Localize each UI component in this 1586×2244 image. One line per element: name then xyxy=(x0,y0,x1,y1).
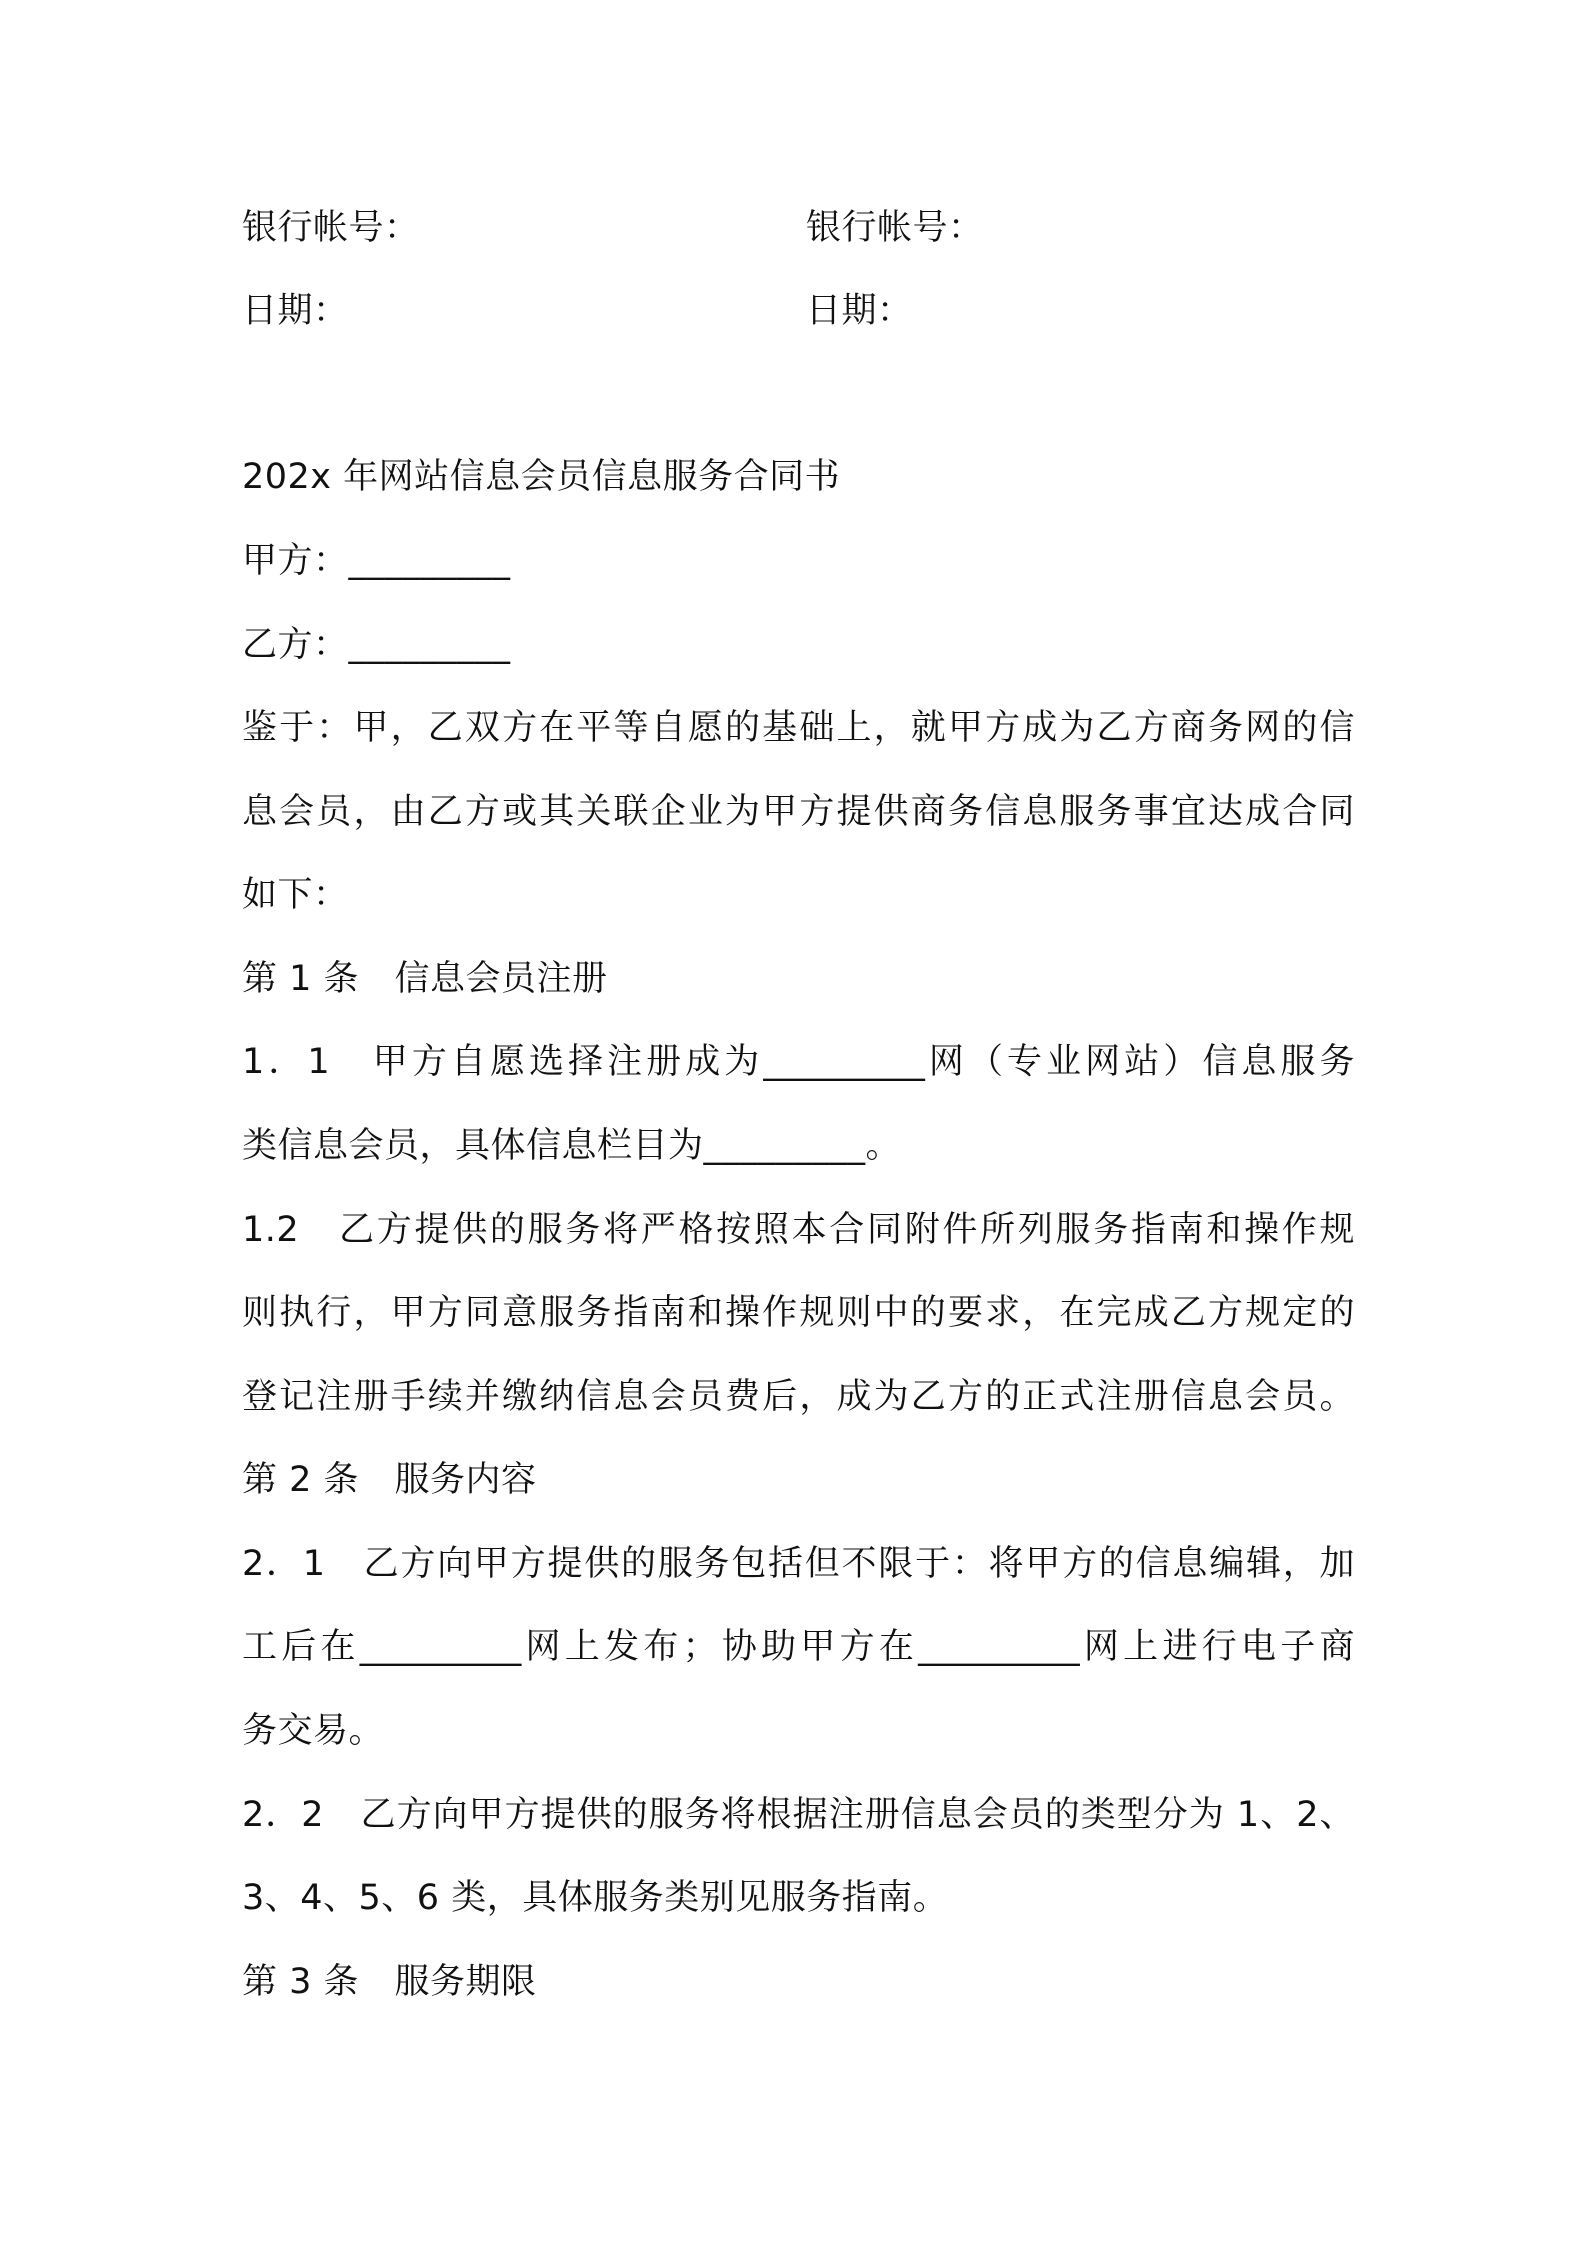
preamble-line-3: 如下： xyxy=(242,875,349,915)
bank-account-left-label: 银行帐号： xyxy=(242,208,420,248)
preamble-line-1: 鉴于：甲，乙双方在平等自愿的基础上，就甲方成为乙方商务网的信 xyxy=(242,708,1355,748)
article-2-heading: 第 2 条 服务内容 xyxy=(242,1460,537,1500)
party-b-line: 乙方：_________ xyxy=(242,625,511,665)
date-right-label: 日期： xyxy=(806,291,913,331)
clause-2-1-line-2: 工后在_________网上发布；协助甲方在_________网上进行电子商 xyxy=(242,1627,1355,1667)
clause-1-2-line-1: 1.2 乙方提供的服务将严格按照本合同附件所列服务指南和操作规 xyxy=(242,1210,1355,1250)
date-left-label: 日期： xyxy=(242,291,349,331)
party-a-line: 甲方：_________ xyxy=(242,541,511,581)
bank-account-right-label: 银行帐号： xyxy=(806,208,984,248)
article-1-heading: 第 1 条 信息会员注册 xyxy=(242,959,608,999)
clause-1-2-line-2: 则执行，甲方同意服务指南和操作规则中的要求，在完成乙方规定的 xyxy=(242,1293,1355,1333)
preamble-line-2: 息会员，由乙方或其关联企业为甲方提供商务信息服务事宜达成合同 xyxy=(242,792,1355,832)
contract-title: 202x 年网站信息会员信息服务合同书 xyxy=(242,457,841,497)
clause-2-1-line-3: 务交易。 xyxy=(242,1711,385,1751)
clause-1-1-line-2: 类信息会员，具体信息栏目为_________。 xyxy=(242,1126,902,1166)
article-3-heading: 第 3 条 服务期限 xyxy=(242,1962,537,2002)
clause-2-2-line-2: 3、4、5、6 类，具体服务类别见服务指南。 xyxy=(242,1878,949,1918)
clause-2-2-line-1: 2．2 乙方向甲方提供的服务将根据注册信息会员的类型分为 1、2、 xyxy=(242,1795,1355,1835)
clause-1-1-line-1: 1．1 甲方自愿选择注册成为_________网（专业网站）信息服务 xyxy=(242,1042,1355,1082)
clause-1-2-line-3: 登记注册手续并缴纳信息会员费后，成为乙方的正式注册信息会员。 xyxy=(242,1377,1355,1417)
clause-2-1-line-1: 2．1 乙方向甲方提供的服务包括但不限于：将甲方的信息编辑，加 xyxy=(242,1544,1355,1584)
